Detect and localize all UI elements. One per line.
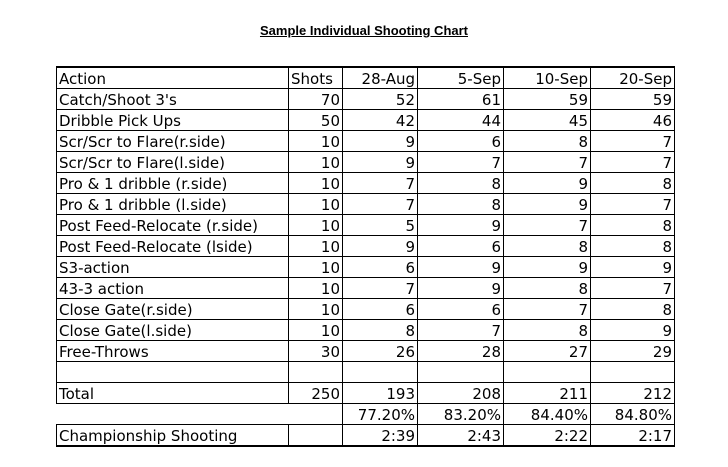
- score-cell: 7: [418, 320, 504, 341]
- percent-row: [57, 404, 675, 425]
- score-cell: 6: [418, 131, 504, 152]
- score-cell: 7: [591, 152, 675, 173]
- action-cell: Close Gate(r.side): [57, 299, 289, 320]
- shots-cell: 10: [289, 152, 343, 173]
- percent-value: 84.80%: [591, 404, 675, 425]
- score-cell: 7: [504, 299, 591, 320]
- spacer-row: [57, 362, 675, 383]
- score-cell: 9: [504, 194, 591, 215]
- table-row: [57, 257, 675, 278]
- score-cell: 46: [591, 110, 675, 131]
- score-cell: 9: [418, 215, 504, 236]
- shots-cell: 10: [289, 320, 343, 341]
- percent-value: 83.20%: [418, 404, 504, 425]
- championship-time: 2:22: [504, 425, 591, 447]
- score-cell: 8: [504, 320, 591, 341]
- score-cell: 52: [343, 89, 418, 110]
- score-cell: 8: [591, 299, 675, 320]
- table-row: [57, 152, 675, 173]
- score-cell: 9: [343, 236, 418, 257]
- shots-cell: 50: [289, 110, 343, 131]
- score-cell: 6: [418, 236, 504, 257]
- header-date: 28-Aug: [343, 67, 418, 89]
- table-row: [57, 89, 675, 110]
- empty-cell: [57, 404, 289, 425]
- action-cell: Pro & 1 dribble (l.side): [57, 194, 289, 215]
- score-cell: 5: [343, 215, 418, 236]
- header-date: 5-Sep: [418, 67, 504, 89]
- score-cell: 8: [504, 131, 591, 152]
- score-cell: 59: [504, 89, 591, 110]
- table-row: [57, 299, 675, 320]
- championship-time: 2:43: [418, 425, 504, 447]
- shots-cell: 10: [289, 299, 343, 320]
- shots-cell: 10: [289, 236, 343, 257]
- score-cell: 9: [343, 131, 418, 152]
- table-row: [57, 131, 675, 152]
- shots-cell: 30: [289, 341, 343, 362]
- total-shots: 250: [289, 383, 343, 404]
- score-cell: 7: [343, 173, 418, 194]
- score-cell: 9: [418, 278, 504, 299]
- empty-cell: [418, 362, 504, 383]
- score-cell: 45: [504, 110, 591, 131]
- score-cell: 44: [418, 110, 504, 131]
- action-cell: 43-3 action: [57, 278, 289, 299]
- total-value: 193: [343, 383, 418, 404]
- table-row: [57, 110, 675, 131]
- score-cell: 6: [343, 299, 418, 320]
- score-cell: 8: [418, 173, 504, 194]
- empty-cell: [57, 362, 289, 383]
- header-date: 10-Sep: [504, 67, 591, 89]
- score-cell: 9: [504, 173, 591, 194]
- action-cell: Post Feed-Relocate (lside): [57, 236, 289, 257]
- header-shots: Shots: [289, 67, 343, 89]
- shots-cell: 70: [289, 89, 343, 110]
- score-cell: 7: [504, 152, 591, 173]
- score-cell: 29: [591, 341, 675, 362]
- score-cell: 9: [504, 257, 591, 278]
- score-cell: 9: [591, 257, 675, 278]
- action-cell: S3-action: [57, 257, 289, 278]
- table-row: [57, 320, 675, 341]
- shots-cell: 10: [289, 215, 343, 236]
- percent-value: 77.20%: [343, 404, 418, 425]
- total-value: 212: [591, 383, 675, 404]
- action-cell: Close Gate(l.side): [57, 320, 289, 341]
- score-cell: 59: [591, 89, 675, 110]
- shots-cell: 10: [289, 131, 343, 152]
- empty-cell: [343, 362, 418, 383]
- score-cell: 8: [418, 194, 504, 215]
- table-row: [57, 278, 675, 299]
- shots-cell: 10: [289, 278, 343, 299]
- shooting-table: [56, 66, 675, 447]
- header-date: 20-Sep: [591, 67, 675, 89]
- score-cell: 8: [591, 173, 675, 194]
- total-value: 211: [504, 383, 591, 404]
- championship-time: 2:39: [343, 425, 418, 447]
- score-cell: 7: [504, 215, 591, 236]
- action-cell: Dribble Pick Ups: [57, 110, 289, 131]
- table-row: [57, 341, 675, 362]
- score-cell: 28: [418, 341, 504, 362]
- chart-title: Sample Individual Shooting Chart: [259, 23, 468, 38]
- score-cell: 7: [591, 131, 675, 152]
- score-cell: 7: [418, 152, 504, 173]
- score-cell: 7: [591, 278, 675, 299]
- score-cell: 7: [343, 278, 418, 299]
- score-cell: 6: [418, 299, 504, 320]
- score-cell: 61: [418, 89, 504, 110]
- action-cell: Post Feed-Relocate (r.side): [57, 215, 289, 236]
- score-cell: 9: [591, 320, 675, 341]
- empty-cell: [289, 362, 343, 383]
- table-row: [57, 215, 675, 236]
- action-cell: Free-Throws: [57, 341, 289, 362]
- score-cell: 26: [343, 341, 418, 362]
- total-label: Total: [57, 383, 289, 404]
- total-value: 208: [418, 383, 504, 404]
- percent-value: 84.40%: [504, 404, 591, 425]
- score-cell: 9: [343, 152, 418, 173]
- score-cell: 8: [504, 236, 591, 257]
- score-cell: 8: [591, 215, 675, 236]
- action-cell: Catch/Shoot 3's: [57, 89, 289, 110]
- championship-time: 2:17: [591, 425, 675, 447]
- score-cell: 8: [591, 236, 675, 257]
- score-cell: 9: [418, 257, 504, 278]
- total-row: [57, 383, 675, 404]
- empty-cell: [504, 362, 591, 383]
- empty-cell: [289, 404, 343, 425]
- action-cell: Scr/Scr to Flare(r.side): [57, 131, 289, 152]
- shots-cell: 10: [289, 173, 343, 194]
- header-action: Action: [57, 67, 289, 89]
- empty-cell: [591, 362, 675, 383]
- score-cell: 8: [504, 278, 591, 299]
- action-cell: Pro & 1 dribble (r.side): [57, 173, 289, 194]
- score-cell: 7: [591, 194, 675, 215]
- score-cell: 6: [343, 257, 418, 278]
- action-cell: Scr/Scr to Flare(l.side): [57, 152, 289, 173]
- shots-cell: 10: [289, 257, 343, 278]
- score-cell: 42: [343, 110, 418, 131]
- championship-row: [57, 425, 675, 447]
- table-row: [57, 194, 675, 215]
- shots-cell: 10: [289, 194, 343, 215]
- score-cell: 27: [504, 341, 591, 362]
- table-row: [57, 236, 675, 257]
- score-cell: 7: [343, 194, 418, 215]
- table-row: [57, 173, 675, 194]
- empty-cell: [289, 425, 343, 447]
- championship-label: Championship Shooting: [57, 425, 289, 447]
- score-cell: 8: [343, 320, 418, 341]
- header-row: [57, 67, 675, 89]
